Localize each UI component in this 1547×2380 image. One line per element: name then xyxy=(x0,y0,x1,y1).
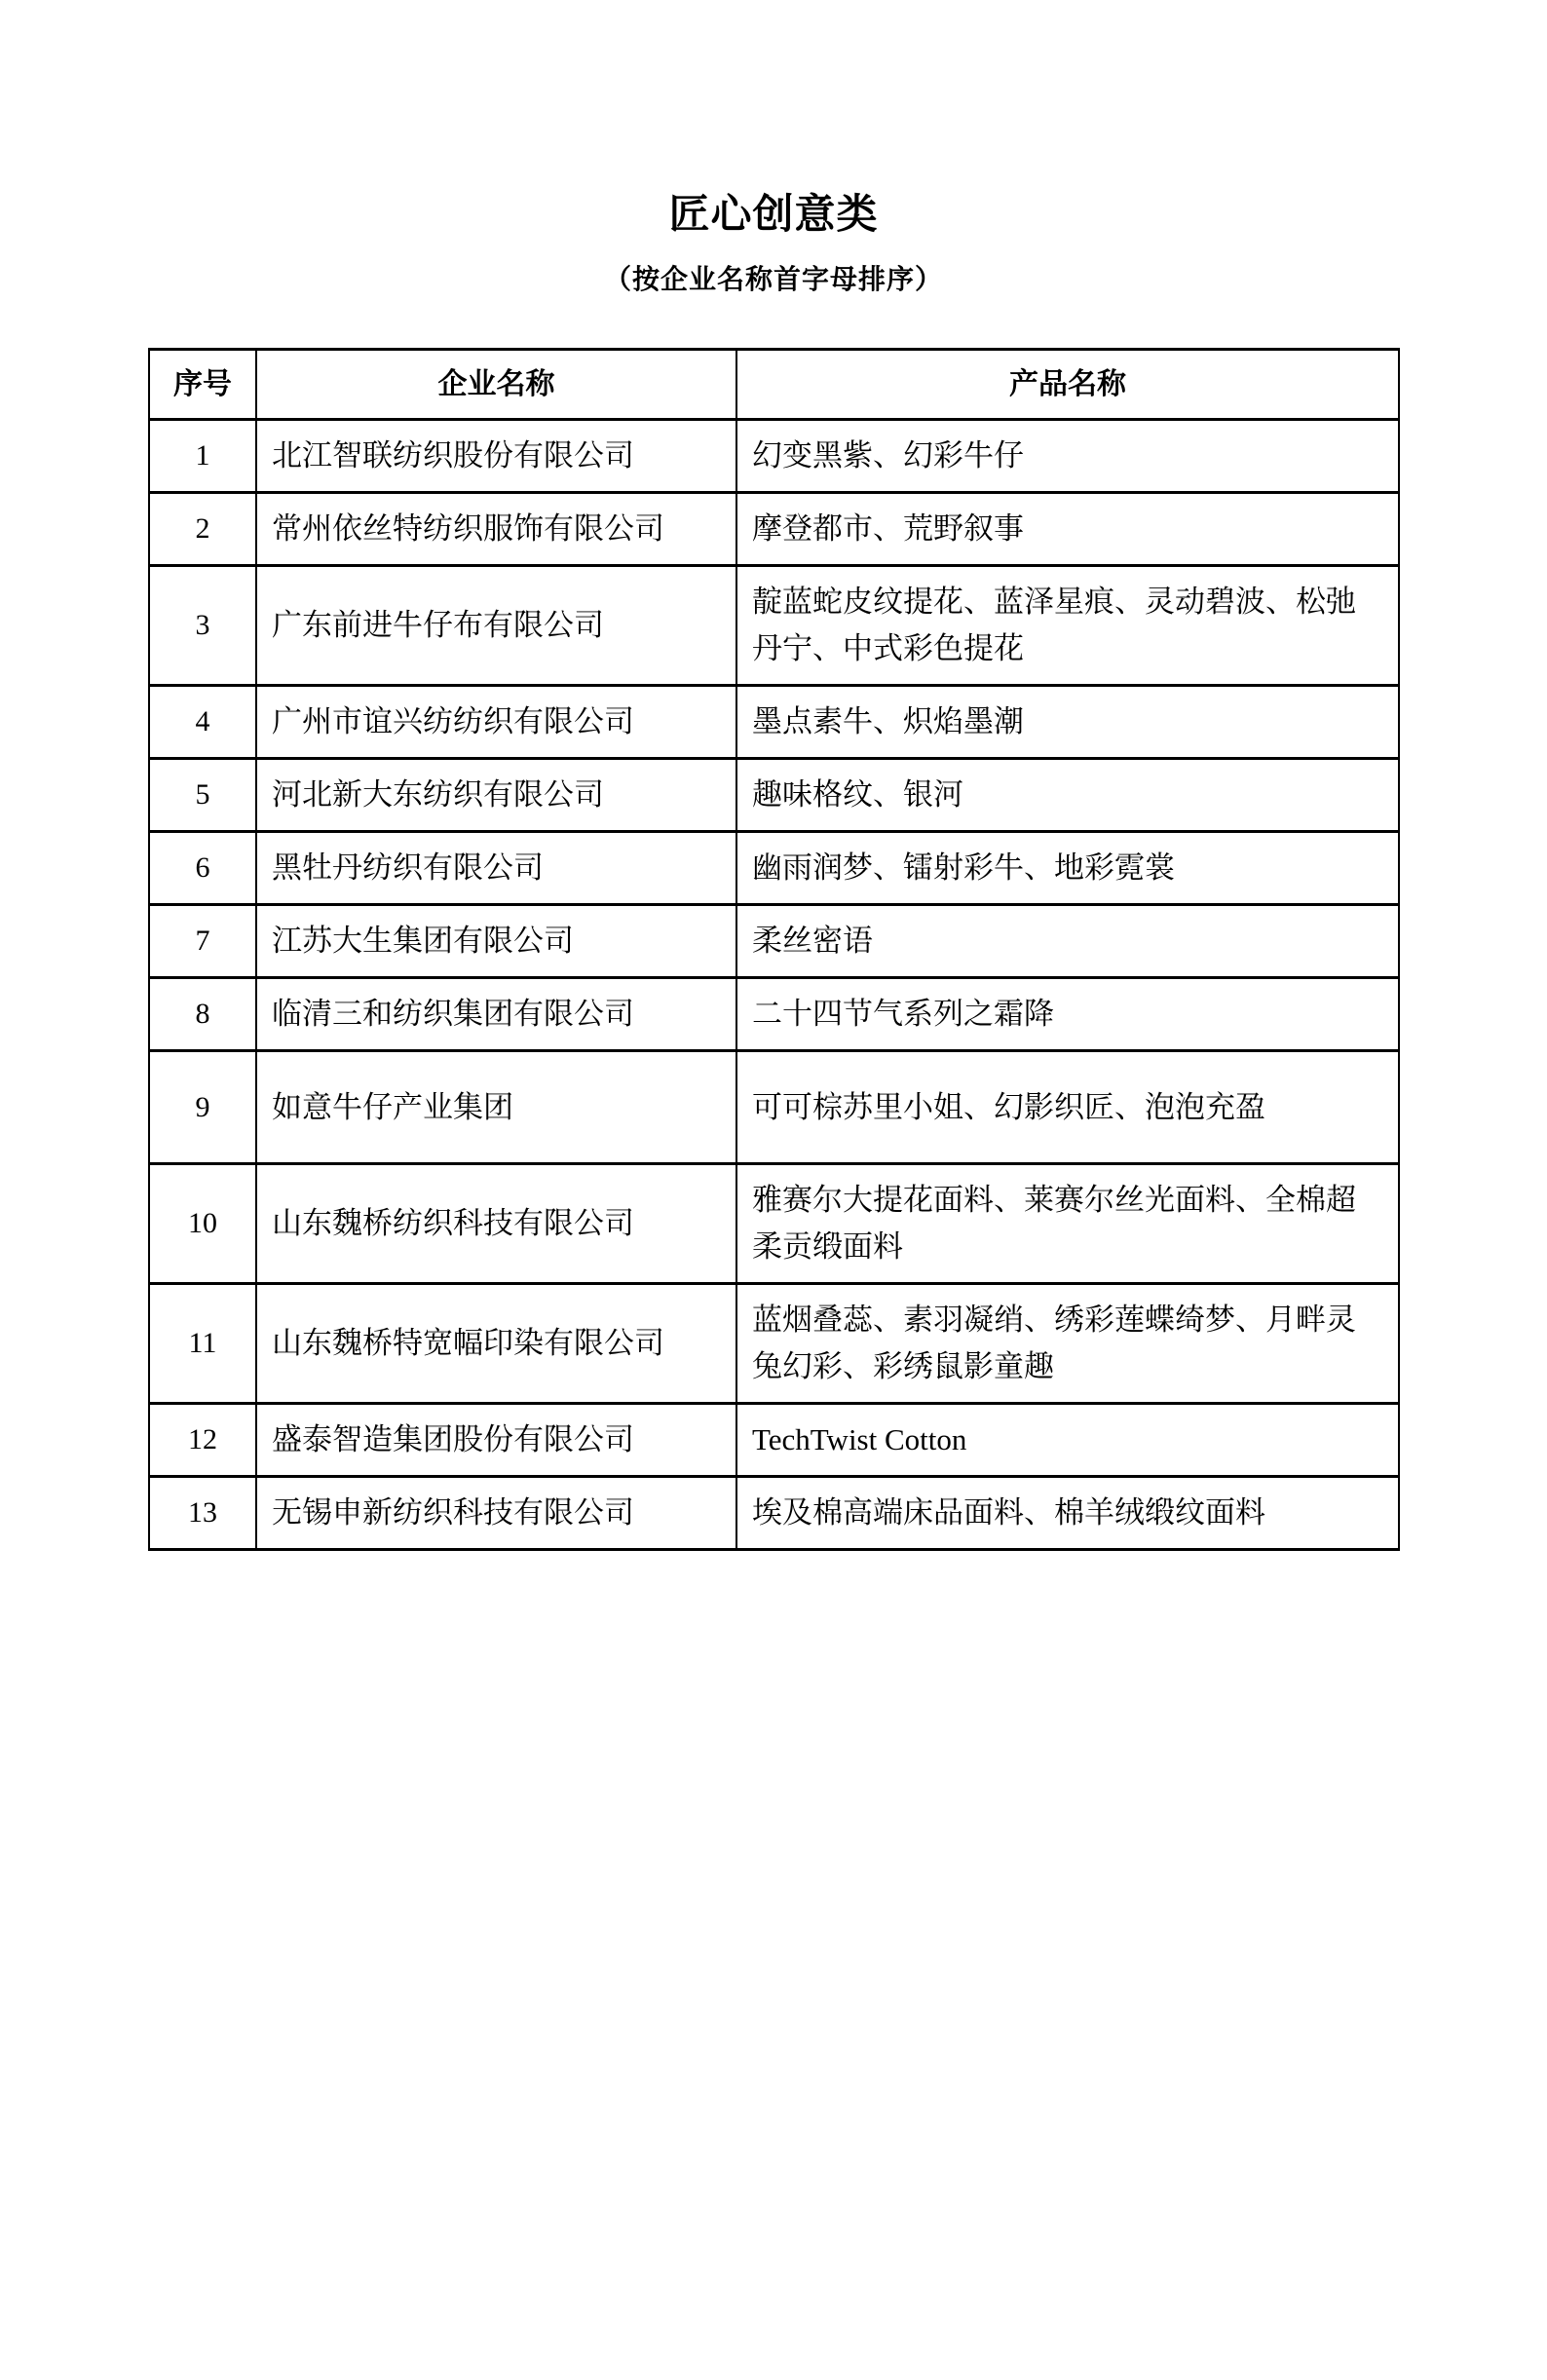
header-cell-no: 序号 xyxy=(149,350,256,420)
cell-product-names: 趣味格纹、银河 xyxy=(736,759,1399,832)
table-row xyxy=(149,759,1399,832)
cell-row-number: 13 xyxy=(149,1477,256,1550)
table-row xyxy=(149,493,1399,566)
cell-row-number: 10 xyxy=(149,1164,256,1284)
table-row xyxy=(149,1477,1399,1550)
cell-company-name: 江苏大生集团有限公司 xyxy=(256,905,736,978)
cell-company-name: 河北新大东纺织有限公司 xyxy=(256,759,736,832)
table-row xyxy=(149,420,1399,493)
cell-product-names: 幻变黑紫、幻彩牛仔 xyxy=(736,420,1399,493)
cell-product-names: 幽雨润梦、镭射彩牛、地彩霓裳 xyxy=(736,832,1399,905)
cell-company-name: 广东前进牛仔布有限公司 xyxy=(256,566,736,686)
table-row xyxy=(149,905,1399,978)
cell-product-names: 蓝烟叠蕊、素羽凝绡、绣彩莲蝶绮梦、月畔灵兔幻彩、彩绣鼠影童趣 xyxy=(736,1284,1399,1404)
cell-product-names: 埃及棉高端床品面料、棉羊绒缎纹面料 xyxy=(736,1477,1399,1550)
cell-row-number: 5 xyxy=(149,759,256,832)
cell-company-name: 山东魏桥特宽幅印染有限公司 xyxy=(256,1284,736,1404)
cell-product-names: 二十四节气系列之霜降 xyxy=(736,978,1399,1051)
cell-company-name: 黑牡丹纺织有限公司 xyxy=(256,832,736,905)
table-row xyxy=(149,832,1399,905)
cell-company-name: 盛泰智造集团股份有限公司 xyxy=(256,1404,736,1477)
table-row xyxy=(149,1051,1399,1164)
cell-row-number: 4 xyxy=(149,686,256,759)
cell-row-number: 6 xyxy=(149,832,256,905)
document-page xyxy=(0,193,1547,1551)
header-cell-company: 企业名称 xyxy=(256,350,736,420)
page-title: 匠心创意类 xyxy=(668,191,879,237)
table-row xyxy=(149,566,1399,686)
table-row xyxy=(149,1404,1399,1477)
cell-company-name: 广州市谊兴纺纺织有限公司 xyxy=(256,686,736,759)
cell-row-number: 7 xyxy=(149,905,256,978)
header-cell-products: 产品名称 xyxy=(736,350,1399,420)
table-body xyxy=(149,420,1399,1550)
cell-row-number: 2 xyxy=(149,493,256,566)
table-header-row xyxy=(149,350,1399,420)
cell-product-names: 摩登都市、荒野叙事 xyxy=(736,493,1399,566)
cell-row-number: 9 xyxy=(149,1051,256,1164)
cell-product-names: TechTwist Cotton xyxy=(736,1404,1399,1477)
table-row xyxy=(149,978,1399,1051)
cell-company-name: 北江智联纺织股份有限公司 xyxy=(256,420,736,493)
cell-product-names: 柔丝密语 xyxy=(736,905,1399,978)
cell-row-number: 3 xyxy=(149,566,256,686)
cell-company-name: 无锡申新纺织科技有限公司 xyxy=(256,1477,736,1550)
cell-row-number: 1 xyxy=(149,420,256,493)
cell-company-name: 山东魏桥纺织科技有限公司 xyxy=(256,1164,736,1284)
cell-product-names: 靛蓝蛇皮纹提花、蓝泽星痕、灵动碧波、松弛丹宁、中式彩色提花 xyxy=(736,566,1399,686)
table-row xyxy=(149,686,1399,759)
table-row xyxy=(149,1164,1399,1284)
cell-row-number: 12 xyxy=(149,1404,256,1477)
cell-product-names: 雅赛尔大提花面料、莱赛尔丝光面料、全棉超柔贡缎面料 xyxy=(736,1164,1399,1284)
company-products-table xyxy=(148,348,1400,1551)
cell-row-number: 8 xyxy=(149,978,256,1051)
cell-company-name: 临清三和纺织集团有限公司 xyxy=(256,978,736,1051)
cell-product-names: 可可棕苏里小姐、幻影织匠、泡泡充盈 xyxy=(736,1051,1399,1164)
cell-product-names: 墨点素牛、炽焰墨潮 xyxy=(736,686,1399,759)
cell-row-number: 11 xyxy=(149,1284,256,1404)
cell-company-name: 常州依丝特纺织服饰有限公司 xyxy=(256,493,736,566)
cell-company-name: 如意牛仔产业集团 xyxy=(256,1051,736,1164)
table-row xyxy=(149,1284,1399,1404)
page-subtitle: （按企业名称首字母排序） xyxy=(603,264,943,294)
